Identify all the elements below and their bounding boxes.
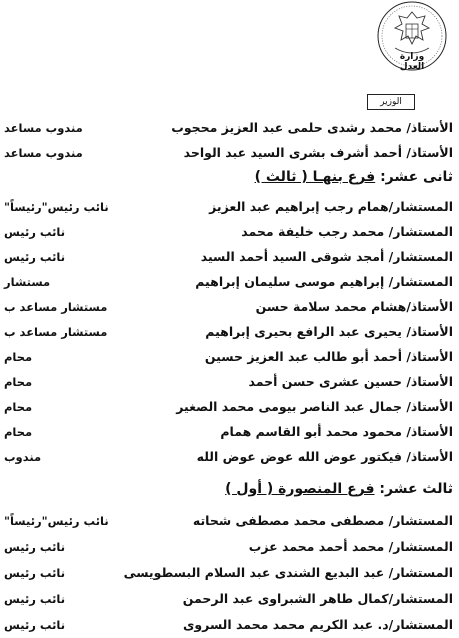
list-item — [0, 143, 459, 163]
list-item — [0, 422, 459, 442]
person-name: الأستاذ/ محمود محمد أبو القاسم همام — [220, 424, 453, 439]
person-name: الأستاذ/ فيكتور عوض الله عوض عوض الله — [196, 449, 453, 464]
person-name: المستشار/ مصطفى محمد مصطفى شحاته — [192, 513, 453, 528]
person-name: المستشار/د. عبد الكريم محمد محمد السروى — [182, 617, 453, 632]
person-title: نائب رئيس — [4, 566, 66, 580]
list-item — [0, 347, 459, 367]
person-name: المستشار/ أمجد شوقى السيد أحمد السيد — [200, 249, 453, 264]
list-item — [0, 197, 459, 217]
list-item — [0, 247, 459, 267]
person-name: الأستاذ/ جمال عبد الناصر بيومى محمد الصغير — [176, 399, 453, 414]
list-item — [0, 563, 459, 583]
list-item — [0, 372, 459, 392]
person-name: الأستاذ/ حسين عشرى حسن أحمد — [248, 374, 453, 389]
person-title: مندوب مساعد — [4, 121, 83, 135]
list-item — [0, 397, 459, 417]
list-item — [0, 272, 459, 292]
list-item — [0, 447, 459, 467]
person-title: مندوب — [4, 450, 42, 464]
list-item — [0, 222, 459, 242]
person-title: مستشار — [4, 275, 51, 289]
person-name: الأستاذ/هشام محمد سلامة حسن — [255, 299, 453, 314]
signature-box: الوزير — [367, 94, 415, 110]
person-title: محام — [4, 350, 33, 364]
section-heading — [255, 166, 453, 188]
person-title: محام — [4, 425, 33, 439]
section-heading-branch: فرع المنصورة ( أول ) — [225, 481, 375, 497]
section-heading-prefix: ثالث عشر: — [379, 481, 453, 497]
section-heading-branch: فرع بنهـا ( ثالث ) — [254, 169, 376, 185]
person-title: نائب رئيس — [4, 618, 66, 632]
list-item — [0, 615, 459, 635]
person-name: المستشار/ عبد البديع الشندى عبد السلام البسطويسى — [123, 565, 453, 580]
person-title: نائب رئيس — [4, 592, 66, 606]
person-title: نائب رئيس — [4, 540, 66, 554]
emblem-caption: وزارة العدل — [399, 52, 425, 72]
person-title: نائب رئيس"رئيساً" — [4, 200, 109, 214]
section-heading — [225, 478, 453, 500]
list-item — [0, 118, 459, 138]
person-title: محام — [4, 400, 33, 414]
person-name: المستشار/همام رجب إبراهيم عبد العزيز — [209, 199, 453, 214]
list-item — [0, 537, 459, 557]
person-name: المستشار/ إبراهيم موسى سليمان إبراهيم — [195, 274, 453, 289]
person-name: الأستاذ/ يحيرى عبد الرافع بحيرى إبراهيم — [205, 324, 453, 339]
person-name: المستشار/كمال طاهر الشبراوى عبد الرحمن — [182, 591, 453, 606]
list-item — [0, 511, 459, 531]
list-item — [0, 297, 459, 317]
person-name: الأستاذ/ أحمد أبو طالب عبد العزيز حسين — [204, 349, 453, 364]
person-title: نائب رئيس — [4, 225, 66, 239]
person-name: المستشار/ محمد أحمد محمد عزب — [248, 539, 453, 554]
person-name: المستشار/ محمد رجب خليفة محمد — [241, 224, 453, 239]
list-item — [0, 589, 459, 609]
person-name: الأستاذ/ أحمد أشرف بشرى السيد عبد الواحد — [183, 145, 453, 160]
person-title: نائب رئيس — [4, 250, 66, 264]
person-title: مستشار مساعد ب — [4, 325, 108, 339]
person-name: الأستاذ/ محمد رشدى حلمى عبد العزيز محجوب — [171, 120, 453, 135]
section-heading-prefix: ثانى عشر: — [380, 169, 453, 185]
person-title: مندوب مساعد — [4, 146, 83, 160]
list-item — [0, 322, 459, 342]
person-title: محام — [4, 375, 33, 389]
person-title: مستشار مساعد ب — [4, 300, 108, 314]
person-title: نائب رئيس"رئيساً" — [4, 514, 109, 528]
